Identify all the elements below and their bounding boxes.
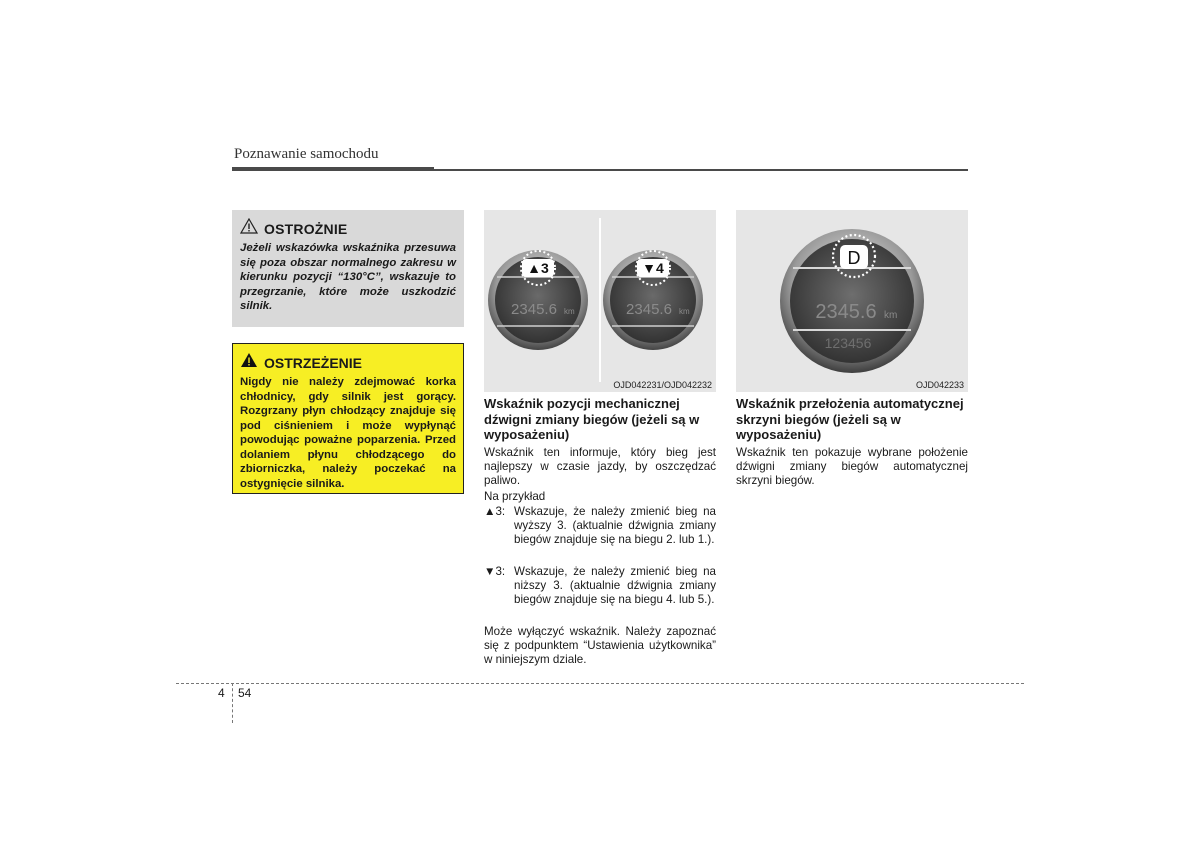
gauge-automatic-indicator: D <box>847 248 861 268</box>
gauge-downshift <box>603 250 703 350</box>
warning-triangle-outline-icon <box>240 218 258 239</box>
gauge-downshift-indicator: ▼4 <box>642 260 664 276</box>
figure-right-caption: OJD042233 <box>915 380 964 390</box>
chapter-number: 4 <box>218 686 225 700</box>
gauge-automatic-odometer: 2345.6 <box>815 301 877 323</box>
automatic-gear-indicator-heading: Wskaźnik przełożenia automatycznej skrzyni biegów (jeżeli są w wyposażeniu) <box>736 396 964 442</box>
page-number: 54 <box>238 686 252 700</box>
upshift-symbol: ▲3: <box>484 505 506 518</box>
gauge-upshift-unit: km <box>564 307 575 316</box>
gear-shift-indicator-intro: Wskaźnik ten informuje, który bieg jest najlepszy w czasie jazdy, by oszczędzać paliwo. <box>484 446 716 488</box>
automatic-gear-indicator-text: Wskaźnik ten pokazuje wybrane położenie dźwigni zmiany biegów automatycznej skrzyni biegów. <box>736 446 968 488</box>
caution-box <box>232 210 464 327</box>
warning-triangle-filled-icon <box>240 352 258 373</box>
gauge-downshift-odometer: 2345.6 <box>626 301 672 318</box>
downshift-symbol: ▼3: <box>484 565 506 578</box>
gear-shift-indicator-closing: Może wyłączyć wskaźnik. Należy zapoznać się z podpunktem “Ustawienia użytkownika” w niniejszym dziale. <box>484 625 716 667</box>
caution-text: Jeżeli wskazówka wskaźnika przesuwa się poza obszar normalnego zakresu w kierunku pozycji “130°C”, wskazuje to przegrzanie, które może uszkodzić silnik. <box>240 242 456 312</box>
example-label: Na przykład <box>484 490 546 503</box>
gauge-upshift <box>488 250 588 350</box>
section-title: Poznawanie samochodu <box>234 146 379 162</box>
gear-shift-indicator-heading: Wskaźnik pozycji mechanicznej dźwigni zmiany biegów (jeżeli są w wyposażeniu) <box>484 396 700 442</box>
header-rule-thin <box>434 169 968 171</box>
gauge-upshift-indicator: ▲3 <box>527 260 549 276</box>
downshift-description: Wskazuje, że należy zmienić bieg na niższy 3. (aktualnie dźwignia zmiany biegów znajduje się na biegu 4. lub 5.). <box>514 565 716 607</box>
header-rule-thick <box>232 167 434 171</box>
footer-vertical-divider <box>232 683 233 723</box>
warning-header <box>240 352 456 373</box>
footer-divider <box>176 683 1024 684</box>
warning-box <box>232 343 464 494</box>
gear-shift-indicator-figure <box>484 210 716 392</box>
list-item <box>484 565 716 608</box>
automatic-gear-indicator-figure <box>736 210 968 392</box>
list-item <box>484 505 716 548</box>
gauge-downshift-unit: km <box>679 307 690 316</box>
gauge-automatic-unit: km <box>884 310 898 321</box>
warning-text: Nigdy nie należy zdejmować korka chłodnicy, gdy silnik jest gorący. Rozgrzany płyn chłodzący znajduje się pod ciśnieniem i może wypłynąć powodując poważne poparzenia. Przed dolaniem płynu chłodzącego do zbiorniczka, należy poczekać na ostygnięcie silnika. <box>240 376 456 490</box>
gauge-automatic <box>780 229 924 373</box>
warning-label: OSTRZEŻENIE <box>264 354 363 371</box>
gauge-automatic-trip: 123456 <box>824 335 872 351</box>
upshift-description: Wskazuje, że należy zmienić bieg na wyższy 3. (aktualnie dźwignia zmiany biegów znajduje się na biegu 2. lub 1.). <box>514 505 716 547</box>
caution-label: OSTROŻNIE <box>264 220 348 237</box>
figure-left-caption: OJD042231/OJD042232 <box>613 380 712 390</box>
gauge-upshift-odometer: 2345.6 <box>511 301 557 318</box>
caution-header <box>240 218 456 239</box>
